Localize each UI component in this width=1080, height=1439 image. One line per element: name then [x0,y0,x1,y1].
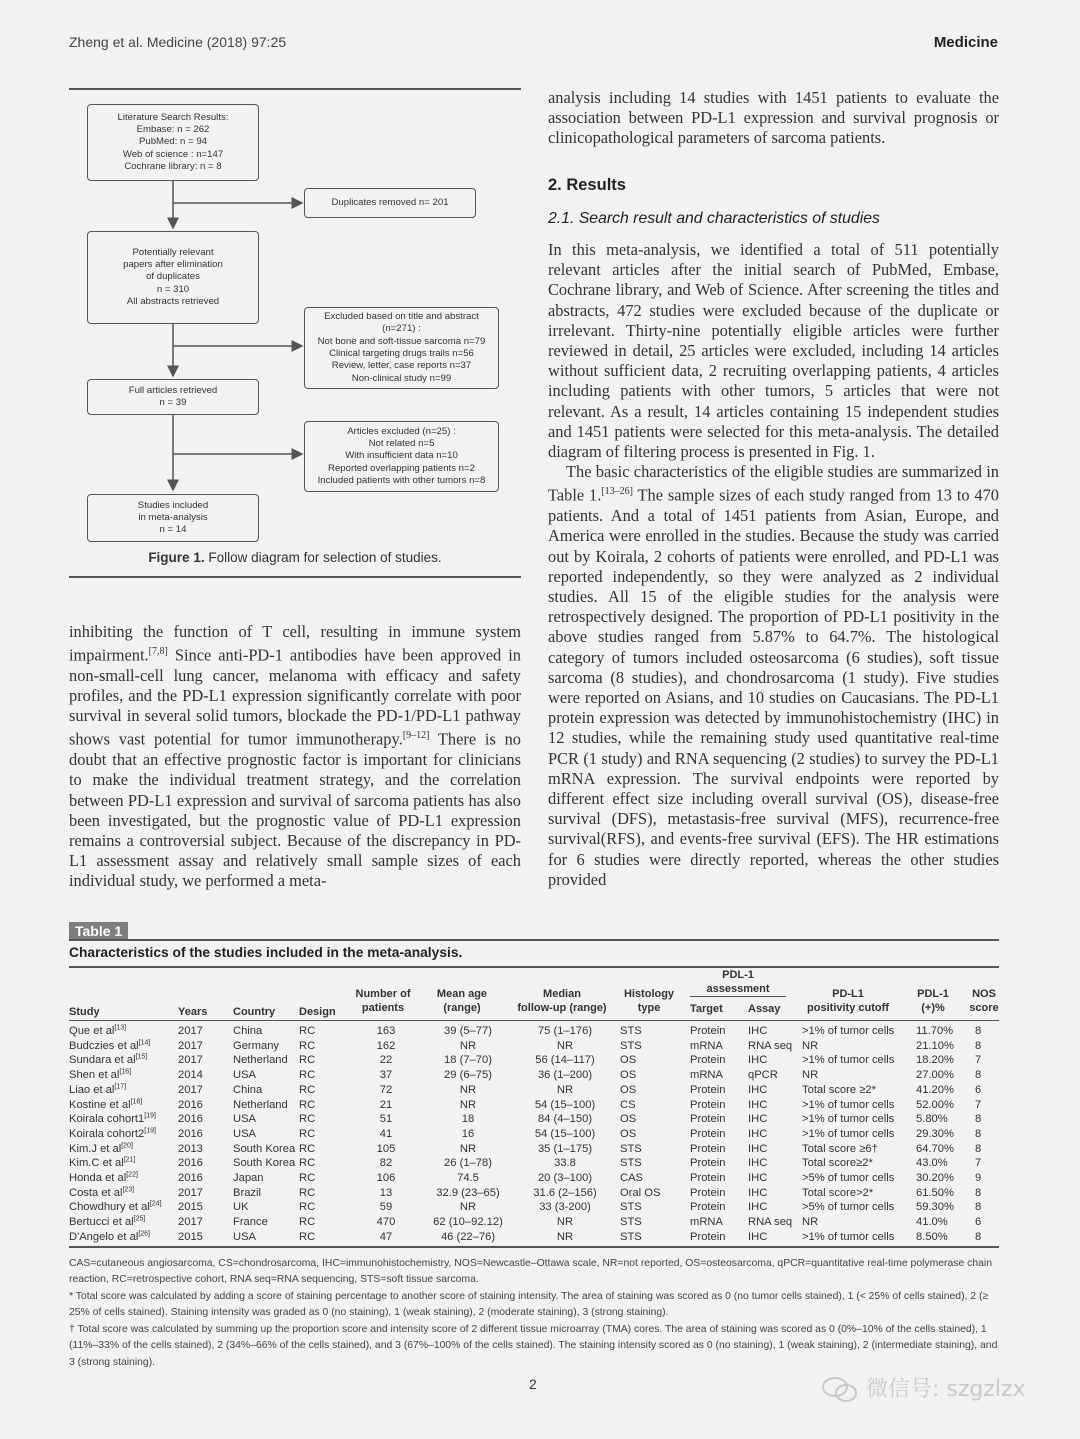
cell-median-followup: 20 (3–100) [537,1172,593,1185]
cell-cutoff: Total score ≥2* [802,1083,876,1096]
cell-assay: IHC [748,1054,768,1067]
cell-study: Que et al[13] [69,1024,127,1037]
box-full-articles: Full articles retrieved n = 39 [87,379,259,415]
cell-study: Costa et al[23] [69,1186,135,1199]
cell-nos: 6 [975,1083,982,1096]
cell-positivity: 41.20% [916,1083,954,1096]
figure-bottom-rule [69,576,521,578]
table-row [69,1024,999,1039]
cell-country: China [233,1083,263,1096]
table-top-rule [69,966,999,968]
th-mean-age: Mean age (range) [436,988,488,1014]
table-row [69,1156,999,1171]
journal-name: Medicine [933,34,998,51]
table-row [69,1200,999,1215]
cell-cutoff: NR [802,1039,819,1052]
cell-target: Protein [690,1157,726,1170]
table-bottom-rule [69,1246,999,1248]
table-row [69,1215,999,1230]
table-footnote-star: * Total score was calculated by adding a score of staining percentage to another score of staining intensity. The area of staining was scored as 0 (no tumor cells stained), 1 (< 25% of cells stained), 2 (≥ 25% of cells stained). Staining intensity was graded as 0 (no staining), 1 (weak staining), 2 (moderate staining), 3 (strong staining). [69,1291,989,1319]
cell-nos: 9 [975,1172,982,1185]
cell-year: 2017 [178,1186,203,1199]
cell-design: RC [299,1172,316,1185]
cell-patients: 106 [376,1172,396,1185]
subsection-heading: 2.1. Search result and characteristics of studies [548,210,880,227]
cell-mean-age: 26 (1–78) [444,1157,492,1170]
cell-positivity: 21.10% [916,1039,954,1052]
cell-positivity: 64.70% [916,1142,954,1155]
cell-assay: IHC [748,1172,768,1185]
cell-histology: STS [620,1142,642,1155]
cell-histology: CAS [620,1172,644,1185]
running-header: Zheng et al. Medicine (2018) 97:25 [69,34,287,50]
th-study: Study [69,1006,100,1018]
cell-patients: 22 [379,1054,393,1067]
cell-year: 2017 [178,1025,203,1037]
table-row [69,1127,999,1142]
cell-design: RC [299,1216,316,1229]
cell-assay: IHC [748,1186,768,1199]
figure-caption: Figure 1. Follow diagram for selection of studies. [148,550,442,565]
cell-cutoff: Total score≥2* [802,1157,873,1170]
cell-median-followup: 33 (3-200) [539,1201,591,1214]
cell-country: UK [233,1201,249,1214]
cell-nos: 7 [975,1098,982,1111]
paragraph-characteristics: The basic characteristics of the eligible studies are summarized in Table 1.[13–26] The sample sizes of each study ranged from 13 to 470 patients. And a total of 1451 patients from Asian, Europe, and America were enrolled in the studies. Because the study was carried out by Koirala, 2 cohorts of patients were enrolled, and PD-L1 was reported independently, so they were analyzed as 2 individual studies. All 15 of the eligible studies for the analysis were retrospectively designed. The proportion of PD-L1 positivity in the above studies ranged from 5.87% to 64.7%. The histological category of tumors included osteosarcoma (6 studies), soft tissue sarcoma (8 studies), and chondrosarcoma (1 study). Five studies were reported on Asians, and 10 studies on Caucasians. The PD-L1 protein expression was detected by immunohistochemistry (IHC) in 12 studies, while the remaining study used quantitative real-time PCR (1 study) and RNA sequencing (2 studies) to survey the PD-L1 mRNA expression. The survival endpoints were reported by different effect size including overall survival (OS), disease-free survival (DFS), metastasis-free survival (MFS), recurrence-free survival(RFS), and events-free survival (EFS). The HR estimations for 6 studies were directly reported, whereas the other studies provided [548,462,999,889]
cell-median-followup: 35 (1–175) [537,1142,593,1155]
cell-target: mRNA [690,1216,723,1229]
cell-histology: STS [620,1201,642,1214]
cell-mean-age: NR [459,1098,477,1111]
cell-histology: STS [620,1157,642,1170]
cell-positivity: 27.00% [916,1069,954,1082]
cell-assay: IHC [748,1127,768,1140]
cell-country: Germany [233,1039,280,1052]
pdl1-group-rule [690,996,786,997]
table-row [69,1186,999,1201]
cell-cutoff: Total score ≥6† [802,1142,878,1155]
cell-patients: 59 [379,1201,393,1214]
th-country: Country [233,1006,276,1018]
cell-median-followup: NR [556,1216,574,1229]
cell-year: 2017 [178,1216,203,1229]
cell-cutoff: >5% of tumor cells [802,1201,895,1214]
table-row [69,1083,999,1098]
cell-patients: 13 [379,1186,393,1199]
cell-cutoff: Total score>2* [802,1186,874,1199]
cell-year: 2016 [178,1127,203,1140]
characteristics-table [69,1024,999,1245]
cell-study: Chowdhury et al[24] [69,1200,162,1214]
cell-design: RC [299,1039,316,1052]
cell-patients: 47 [379,1230,393,1243]
cell-histology: OS [620,1127,637,1140]
cell-year: 2016 [178,1098,203,1111]
cell-country: South Korea [233,1142,296,1155]
cell-design: RC [299,1142,316,1155]
table-footnote-dagger: † Total score was calculated by summing up the proportion score and intensity score of 2 different tissue microarray (TMA) cores. The area of staining was scored as 0 (0%–10% of the cells stained), 1 (11%–33% of the cells stained), 2 (34%–66% of the cells stained), and 3 (67%–100% of the cells stained). The staining intensity scored as 0 (no staining), 1 (weak staining), 2 (intermediate staining), and 3 (strong staining). [69,1324,998,1368]
cell-study: Shen et al[16] [69,1068,132,1082]
cell-positivity: 61.50% [916,1186,954,1199]
cell-median-followup: 75 (1–176) [537,1025,593,1037]
cell-year: 2016 [178,1157,203,1170]
cell-nos: 8 [975,1230,982,1243]
cell-country: USA [233,1069,257,1082]
cell-patients: 162 [376,1039,396,1052]
table-header-rule [69,1020,999,1021]
cell-target: Protein [690,1098,726,1111]
cell-cutoff: >1% of tumor cells [802,1230,895,1243]
cell-nos: 8 [975,1039,982,1052]
cell-patients: 163 [376,1025,396,1037]
cell-study: D'Angelo et al[26] [69,1230,150,1243]
cell-country: Netherland [233,1054,288,1067]
th-pdl1-assessment: PDL-1 assessment [706,969,770,995]
cell-target: Protein [690,1230,726,1243]
cell-histology: OS [620,1113,637,1126]
cell-nos: 7 [975,1157,982,1170]
cell-nos: 6 [975,1216,982,1229]
cell-cutoff: >1% of tumor cells [802,1054,895,1067]
cell-nos: 8 [975,1069,982,1082]
cell-country: South Korea [233,1157,296,1170]
cell-nos: 8 [975,1201,982,1214]
cell-nos: 8 [975,1186,982,1199]
cell-positivity: 18.20% [916,1054,954,1067]
cell-year: 2015 [178,1201,203,1214]
right-column-text [548,240,999,890]
cell-target: Protein [690,1127,726,1140]
cell-patients: 470 [376,1216,396,1229]
cell-assay: IHC [748,1201,768,1214]
wechat-icon [820,1374,860,1404]
cell-design: RC [299,1069,316,1082]
cell-median-followup: NR [556,1039,574,1052]
cell-country: Brazil [233,1186,261,1199]
cell-study: Koirala cohort2[19] [69,1127,156,1140]
table-row [69,1098,999,1113]
cell-histology: CS [620,1098,636,1111]
cell-median-followup: 56 (14–117) [535,1054,595,1067]
table-row [69,1142,999,1157]
table-row [69,1112,999,1127]
cell-study: Koirala cohort1[19] [69,1112,156,1126]
cell-patients: 82 [379,1157,393,1170]
page-number: 2 [529,1376,537,1392]
table-label: Table 1 [69,922,128,940]
cell-cutoff: >5% of tumor cells [802,1172,895,1185]
cell-cutoff: >1% of tumor cells [802,1127,895,1140]
cell-patients: 105 [376,1142,396,1155]
table-label-rule [69,939,999,941]
cell-mean-age: NR [459,1039,477,1052]
cell-assay: IHC [748,1142,768,1155]
cell-country: France [233,1216,268,1229]
cell-positivity: 41.0% [916,1216,948,1229]
cell-mean-age: 62 (10–92.12) [433,1216,503,1229]
table-row [69,1053,999,1068]
cell-mean-age: 16 [461,1127,475,1140]
th-assay: Assay [748,1003,781,1015]
cell-histology: OS [620,1083,637,1096]
cell-median-followup: 54 (15–100) [534,1127,596,1140]
cell-mean-age: 32.9 (23–65) [436,1186,500,1199]
th-median-followup: Median follow-up (range) [517,988,607,1014]
cell-country: USA [233,1230,257,1243]
cell-design: RC [299,1054,316,1067]
cell-patients: 41 [379,1127,393,1140]
cell-mean-age: NR [459,1201,477,1214]
right-column-intro: analysis including 14 studies with 1451 patients to evaluate the association between PD-L1 expression and survival prognosis or clinicopathological parameters of sarcoma patients. [548,88,999,148]
cell-assay: IHC [748,1025,768,1037]
paragraph-search-result: In this meta-analysis, we identified a total of 511 potentially relevant articles after the initial search of PubMed, Embase, Cochrane library, and Web of Science. After screening the titles and abstracts, 472 studies were excluded because of the duplicate or irrelevant. Thirty-nine potentially eligible articles were further reviewed in detail, 25 articles were excluded, including 14 articles without sufficient data, 2 recruiting overlapping patients, 4 articles including patients with other tumors, 5 articles that were not relevant. As a result, 14 articles containing 15 independent studies and 1451 patients were selected for this meta-analysis. The detailed diagram of filtering process is presented in Fig. 1. [548,240,999,462]
cell-patients: 21 [379,1098,393,1111]
cell-positivity: 43.0% [916,1157,948,1170]
cell-target: Protein [690,1186,726,1199]
cell-design: RC [299,1230,316,1243]
cell-patients: 51 [379,1113,393,1126]
cell-mean-age: 29 (6–75) [444,1069,492,1082]
table-title: Characteristics of the studies included in the meta-analysis. [69,945,463,960]
cell-study: Kim.C et al[21] [69,1156,136,1170]
cell-study: Sundara et al[15] [69,1053,148,1067]
table-footnote-abbreviations: CAS=cutaneous angiosarcoma, CS=chondrosarcoma, IHC=immunohistochemistry, NOS=Newcastle–Ottawa scale, NR=not reported, OS=osteosarcoma, qPCR=quantitative real-time polymerase chain reaction, RC=retrospective cohort, RNA seq=RNA sequencing, STS=soft tissue sarcoma. [69,1258,992,1286]
cell-median-followup: NR [556,1230,574,1243]
cell-study: Bertucci et al[25] [69,1215,146,1229]
table-row [69,1068,999,1083]
cell-histology: STS [620,1230,642,1243]
th-years: Years [178,1006,208,1018]
cell-nos: 8 [975,1025,982,1037]
cell-nos: 8 [975,1113,982,1126]
cell-histology: OS [620,1054,637,1067]
cell-design: RC [299,1201,316,1214]
cell-design: RC [299,1083,316,1096]
cell-target: mRNA [690,1039,723,1052]
box-studies-included: Studies included in meta-analysis n = 14 [87,494,259,542]
cell-assay: qPCR [748,1069,778,1082]
th-histology: Histology type [623,988,675,1014]
box-literature-search: Literature Search Results: Embase: n = 262 PubMed: n = 94 Web of science : n=147 Cochrane library: n = 8 [87,104,259,181]
cell-cutoff: NR [802,1216,819,1229]
cell-assay: RNA seq [748,1039,793,1052]
cell-mean-age: 18 [461,1113,475,1126]
cell-country: Japan [233,1172,264,1185]
cell-study: Kim.J et al[20] [69,1141,133,1155]
cell-year: 2017 [178,1083,203,1096]
cell-target: Protein [690,1025,726,1037]
cell-year: 2013 [178,1142,203,1155]
cell-country: Netherland [233,1098,288,1111]
cell-mean-age: 39 (5–77) [444,1025,492,1037]
cell-study: Honda et al[22] [69,1171,138,1185]
table-row [69,1171,999,1186]
cell-country: USA [233,1127,257,1140]
cell-positivity: 29.30% [916,1127,954,1140]
cell-design: RC [299,1127,316,1140]
box-articles-excluded: Articles excluded (n=25) : Not related n=5 With insufficient data n=10 Reported overlapping patients n=2 Included patients with other tumors n=8 [304,421,499,492]
cell-mean-age: 74.5 [457,1172,479,1185]
cell-year: 2017 [178,1039,203,1052]
cell-nos: 8 [975,1127,982,1140]
cell-target: Protein [690,1142,726,1155]
cell-study: Budczies et al[14] [69,1038,151,1052]
section-heading-results: 2. Results [548,176,626,194]
cell-positivity: 30.20% [916,1172,954,1185]
cell-design: RC [299,1098,316,1111]
cell-year: 2014 [178,1069,203,1082]
th-nos: NOS score [969,988,999,1014]
cell-histology: STS [620,1216,642,1229]
cell-study: Liao et al[17] [69,1083,127,1096]
cell-assay: IHC [748,1098,768,1111]
cell-patients: 72 [379,1083,393,1096]
watermark-text: 微信号: szgzlzx [866,1377,1026,1402]
cell-median-followup: 36 (1–200) [537,1069,593,1082]
cell-cutoff: >1% of tumor cells [802,1113,895,1126]
cell-design: RC [299,1113,316,1126]
cell-nos: 8 [975,1142,982,1155]
cell-target: Protein [690,1113,726,1126]
th-target: Target [690,1003,723,1015]
cell-target: mRNA [690,1069,723,1082]
cell-median-followup: 33.8 [554,1157,576,1170]
cell-mean-age: NR [459,1083,477,1096]
cell-assay: IHC [748,1113,768,1126]
cell-target: Protein [690,1172,726,1185]
cell-year: 2015 [178,1230,203,1243]
th-design: Design [299,1006,336,1018]
cell-positivity: 8.50% [916,1230,948,1243]
cell-histology: Oral OS [620,1186,661,1199]
cell-assay: IHC [748,1157,768,1170]
cell-design: RC [299,1157,316,1170]
cell-mean-age: 18 (7–70) [444,1054,492,1067]
cell-target: Protein [690,1054,726,1067]
cell-country: China [233,1025,263,1037]
cell-patients: 37 [379,1069,393,1082]
cell-histology: STS [620,1025,642,1037]
cell-design: RC [299,1186,316,1199]
cell-study: Kostine et al[18] [69,1097,143,1111]
cell-positivity: 52.00% [916,1098,954,1111]
cell-positivity: 11.70% [916,1025,954,1037]
cell-cutoff: >1% of tumor cells [802,1098,895,1111]
box-excluded-title-abstract: Excluded based on title and abstract (n=271) : Not bone and soft-tissue sarcoma n=79 Clinical targeting drugs trails n=56 Review, letter, case reports n=37 Non-clinical study n=99 [304,307,499,389]
cell-design: RC [299,1025,316,1037]
cell-target: Protein [690,1201,726,1214]
cell-positivity: 59.30% [916,1201,954,1214]
cell-year: 2016 [178,1172,203,1185]
cell-median-followup: 31.6 (2–156) [533,1186,597,1199]
box-duplicates-removed: Duplicates removed n= 201 [304,188,476,218]
cell-median-followup: 84 (4–150) [537,1113,593,1126]
table-row [69,1230,999,1245]
left-column-text: inhibiting the function of T cell, resulting in immune system impairment.[7,8] Since anti-PD-1 antibodies have been approved in non-small-cell lung cancer, melanoma with efficacy and safety profiles, and the PD-L1 expression significantly correlate with poor survival in several solid tumors, blockade the PD-1/PD-L1 pathway shows vast potential for tumor immunotherapy.[9–12] There is no doubt that an effective prognostic factor is important for clinicians to make the individual treatment strategy, and the correlation between PD-L1 expression and survival of sarcoma patients has also been investigated, but the prognostic value of PD-L1 expression remains a controversial subject. Because of the discrepancy in PD-L1 assessment assay and relatively small sample sizes of each individual study, we performed a meta- [69,622,521,891]
box-potentially-relevant: Potentially relevant papers after elimination of duplicates n = 310 All abstracts retrieved [87,231,259,324]
th-number: Number of patients [355,988,411,1014]
cell-histology: STS [620,1039,642,1052]
cell-mean-age: NR [459,1142,477,1155]
cell-cutoff: >1% of tumor cells [802,1025,895,1037]
cell-median-followup: 54 (15–100) [534,1098,596,1111]
cell-median-followup: NR [556,1083,574,1096]
cell-country: USA [233,1113,257,1126]
cell-year: 2016 [178,1113,203,1126]
cell-cutoff: NR [802,1069,819,1082]
table-row [69,1039,999,1054]
cell-year: 2017 [178,1054,203,1067]
cell-assay: IHC [748,1083,768,1096]
th-cutoff: PD-L1 positivity cutoff [807,988,889,1014]
cell-assay: RNA seq [748,1216,793,1229]
cell-assay: IHC [748,1230,768,1243]
cell-histology: OS [620,1069,637,1082]
cell-nos: 7 [975,1054,982,1067]
cell-mean-age: 46 (22–76) [440,1230,496,1243]
cell-positivity: 5.80% [916,1113,948,1126]
th-positivity: PDL-1 (+)% [917,988,949,1014]
cell-target: Protein [690,1083,726,1096]
